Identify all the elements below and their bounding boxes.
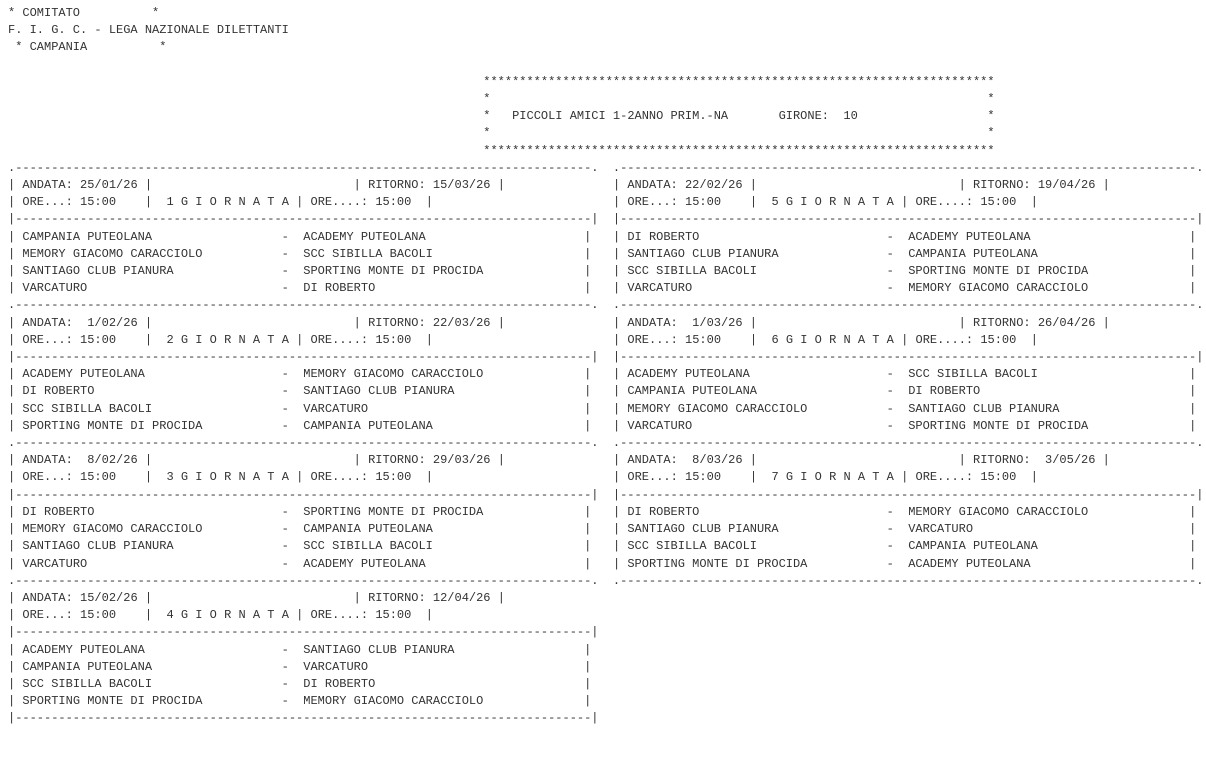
away-team: CAMPANIA PUTEOLANA (303, 418, 585, 433)
away-team: SANTIAGO CLUB PIANURA (303, 642, 585, 657)
ore-andata: 15:00 (80, 195, 117, 210)
away-team: VARCATURO (908, 522, 1190, 537)
andata-label: ANDATA: (22, 178, 73, 193)
giornata-label: G I O R N A T A (785, 332, 894, 347)
header-line: * CAMPANIA * (8, 40, 167, 55)
ritorno-date: 3/05/26 (1037, 453, 1096, 468)
home-team: CAMPANIA PUTEOLANA (22, 229, 282, 244)
home-team: CAMPANIA PUTEOLANA (22, 659, 282, 674)
ritorno-date: 12/04/26 (432, 590, 491, 605)
home-team: DI ROBERTO (627, 229, 887, 244)
home-team: SPORTING MONTE DI PROCIDA (22, 418, 282, 433)
ore-ritorno: 15:00 (375, 470, 412, 485)
home-team: DI ROBERTO (22, 504, 282, 519)
andata-label: ANDATA: (22, 315, 73, 330)
away-team: SCC SIBILLA BACOLI (303, 246, 585, 261)
ore-label: ORE...: (627, 195, 678, 210)
ritorno-date: 15/03/26 (432, 178, 491, 193)
home-team: ACADEMY PUTEOLANA (627, 367, 887, 382)
ore-ritorno: 15:00 (375, 195, 412, 210)
ore-andata: 15:00 (80, 332, 117, 347)
away-team: VARCATURO (303, 659, 585, 674)
championship-title: PICCOLI AMICI 1-2ANNO PRIM.-NA (512, 109, 729, 124)
ore-label: ORE....: (915, 195, 974, 210)
giornata-label: G I O R N A T A (785, 470, 894, 485)
ore-label: ORE...: (22, 195, 73, 210)
home-team: MEMORY GIACOMO CARACCIOLO (627, 401, 887, 416)
away-team: SPORTING MONTE DI PROCIDA (908, 264, 1190, 279)
away-team: DI ROBERTO (303, 676, 585, 691)
ritorno-date: 26/04/26 (1037, 315, 1096, 330)
ritorno-date: 22/03/26 (432, 315, 491, 330)
ritorno-label: RITORNO: (368, 453, 426, 468)
away-team: SPORTING MONTE DI PROCIDA (908, 418, 1190, 433)
giornata-label: G I O R N A T A (785, 195, 894, 210)
ritorno-label: RITORNO: (368, 590, 426, 605)
ore-label: ORE....: (310, 470, 369, 485)
away-team: ACADEMY PUTEOLANA (303, 229, 585, 244)
home-team: SPORTING MONTE DI PROCIDA (627, 556, 887, 571)
girone-label: GIRONE: (778, 109, 829, 124)
away-team: SCC SIBILLA BACOLI (908, 367, 1190, 382)
home-team: DI ROBERTO (627, 504, 887, 519)
ore-ritorno: 15:00 (980, 195, 1017, 210)
away-team: MEMORY GIACOMO CARACCIOLO (303, 367, 585, 382)
home-team: VARCATURO (22, 556, 282, 571)
away-team: DI ROBERTO (908, 384, 1190, 399)
header-line: * COMITATO * (8, 6, 160, 20)
giornata-number: 1 (166, 195, 174, 210)
andata-label: ANDATA: (627, 315, 678, 330)
away-team: ACADEMY PUTEOLANA (908, 556, 1190, 571)
andata-label: ANDATA: (22, 453, 73, 468)
ore-andata: 15:00 (685, 470, 722, 485)
ore-label: ORE....: (915, 470, 974, 485)
ore-andata: 15:00 (80, 470, 117, 485)
ritorno-label: RITORNO: (973, 178, 1031, 193)
home-team: DI ROBERTO (22, 384, 282, 399)
header-line: F. I. G. C. - LEGA NAZIONALE DILETTANTI (8, 23, 289, 38)
giornata-number: 3 (166, 470, 174, 485)
ritorno-date: 19/04/26 (1037, 178, 1096, 193)
giornata-number: 6 (771, 332, 779, 347)
giornata-label: G I O R N A T A (180, 470, 289, 485)
andata-date: 8/03/26 (684, 453, 743, 468)
ore-ritorno: 15:00 (375, 332, 412, 347)
ore-label: ORE....: (310, 332, 369, 347)
ritorno-date: 29/03/26 (432, 453, 491, 468)
ritorno-label: RITORNO: (973, 315, 1031, 330)
ore-label: ORE...: (22, 470, 73, 485)
home-team: CAMPANIA PUTEOLANA (627, 384, 887, 399)
away-team: CAMPANIA PUTEOLANA (908, 246, 1190, 261)
away-team: DI ROBERTO (303, 281, 585, 296)
home-team: SANTIAGO CLUB PIANURA (22, 264, 282, 279)
giornata-number: 7 (771, 470, 779, 485)
home-team: SCC SIBILLA BACOLI (22, 401, 282, 416)
ore-label: ORE...: (627, 332, 678, 347)
ore-andata: 15:00 (685, 332, 722, 347)
away-team: MEMORY GIACOMO CARACCIOLO (908, 504, 1190, 519)
andata-date: 15/02/26 (80, 590, 138, 605)
ore-label: ORE...: (22, 332, 73, 347)
ore-ritorno: 15:00 (375, 608, 412, 623)
calendar-page (8, 5, 1203, 728)
home-team: SANTIAGO CLUB PIANURA (22, 539, 282, 554)
girone-banner: *********************************************************************** * * * PICCOLI AMICI 1-2ANNO PRIM.-NA GIRONE: 10 * * * *********************************************************************** (483, 74, 995, 158)
ore-label: ORE....: (915, 332, 974, 347)
home-team: VARCATURO (627, 281, 887, 296)
ore-label: ORE...: (22, 608, 73, 623)
schedule-grid: .--------------------------------------------------------------------------------. .--------------------------------------------------------------------------------. | ANDATA: 25/01/26 | | RITORNO: 15/03/26 | | ANDATA: 22/02/26 | | RITORNO: 19/04/26 | | ORE...: 15:00 | 1 G I O R N A T A | ORE....: 15:00 | | ORE...: 15:00 | 5 G I O R N A T A | ORE....: 15:00 | |--------------------------------------------------------------------------------| |--------------------------------------------------------------------------------| | CAMPANIA PUTEOLANA - ACADEMY PUTEOLANA | | DI ROBERTO - ACADEMY PUTEOLANA | | MEMORY GIACOMO CARACCIOLO - SCC SIBILLA BACOLI | | SANTIAGO CLUB PIANURA - CAMPANIA PUTEOLANA | | SANTIAGO CLUB PIANURA - SPORTING MONTE DI PROCIDA | | SCC SIBILLA BACOLI - SPORTING MONTE DI PROCIDA | | VARCATURO - DI ROBERTO | | VARCATURO - MEMORY GIACOMO CARACCIOLO | .--------------------------------------------------------------------------------. .--------------------------------------------------------------------------------. | ANDATA: 1/02/26 | | RITORNO: 22/03/26 | | ANDATA: 1/03/26 | | RITORNO: 26/04/26 | | ORE...: 15:00 | 2 G I O R N A T A | ORE....: 15:00 | | ORE...: 15:00 | 6 G I O R N A T A | ORE....: 15:00 | |--------------------------------------------------------------------------------| |--------------------------------------------------------------------------------| | ACADEMY PUTEOLANA - MEMORY GIACOMO CARACCIOLO | | ACADEMY PUTEOLANA - SCC SIBILLA BACOLI | | DI ROBERTO - SANTIAGO CLUB PIANURA | | CAMPANIA PUTEOLANA - DI ROBERTO | | SCC SIBILLA BACOLI - VARCATURO | | MEMORY GIACOMO CARACCIOLO - SANTIAGO CLUB PIANURA | | SPORTING MONTE DI PROCIDA - CAMPANIA PUTEOLANA | | VARCATURO - SPORTING MONTE DI PROCIDA | .--------------------------------------------------------------------------------. .--------------------------------------------------------------------------------. | ANDATA: 8/02/26 | | RITORNO: 29/03/26 | | ANDATA: 8/03/26 | | RITORNO: 3/05/26 | | ORE...: 15:00 | 3 G I O R N A T A | ORE....: 15:00 | | ORE...: 15:00 | 7 G I O R N A T A | ORE....: 15:00 | |--------------------------------------------------------------------------------| |--------------------------------------------------------------------------------| | DI ROBERTO - SPORTING MONTE DI PROCIDA | | DI ROBERTO - MEMORY GIACOMO CARACCIOLO | | MEMORY GIACOMO CARACCIOLO - CAMPANIA PUTEOLANA | | SANTIAGO CLUB PIANURA - VARCATURO | | SANTIAGO CLUB PIANURA - SCC SIBILLA BACOLI | | SCC SIBILLA BACOLI - CAMPANIA PUTEOLANA | | VARCATURO - ACADEMY PUTEOLANA | | SPORTING MONTE DI PROCIDA - ACADEMY PUTEOLANA | .--------------------------------------------------------------------------------. .--------------------------------------------------------------------------------. | ANDATA: 15/02/26 | | RITORNO: 12/04/26 | | ORE...: 15:00 | 4 G I O R N A T A | ORE....: 15:00 | |--------------------------------------------------------------------------------| | ACADEMY PUTEOLANA - SANTIAGO CLUB PIANURA | | CAMPANIA PUTEOLANA - VARCATURO | | SCC SIBILLA BACOLI - DI ROBERTO | | SPORTING MONTE DI PROCIDA - MEMORY GIACOMO CARACCIOLO | |--------------------------------------------------------------------------------| (8, 160, 1204, 726)
home-team: VARCATURO (22, 281, 282, 296)
home-team: VARCATURO (627, 418, 887, 433)
ore-ritorno: 15:00 (980, 332, 1017, 347)
andata-label: ANDATA: (627, 453, 678, 468)
giornata-number: 4 (166, 608, 174, 623)
home-team: SCC SIBILLA BACOLI (22, 676, 282, 691)
home-team: ACADEMY PUTEOLANA (22, 642, 282, 657)
home-team: ACADEMY PUTEOLANA (22, 367, 282, 382)
away-team: SANTIAGO CLUB PIANURA (303, 384, 585, 399)
away-team: CAMPANIA PUTEOLANA (908, 539, 1190, 554)
ore-label: ORE....: (310, 195, 369, 210)
andata-label: ANDATA: (627, 178, 678, 193)
away-team: ACADEMY PUTEOLANA (303, 556, 585, 571)
federation-header (8, 5, 1203, 57)
ore-label: ORE....: (310, 608, 369, 623)
andata-date: 1/02/26 (80, 315, 138, 330)
ritorno-label: RITORNO: (973, 453, 1031, 468)
ore-andata: 15:00 (80, 608, 117, 623)
ritorno-label: RITORNO: (368, 315, 426, 330)
giornata-label: G I O R N A T A (180, 332, 289, 347)
ritorno-label: RITORNO: (368, 178, 426, 193)
giornata-label: G I O R N A T A (180, 608, 289, 623)
home-team: SCC SIBILLA BACOLI (627, 539, 887, 554)
home-team: SANTIAGO CLUB PIANURA (627, 522, 887, 537)
away-team: MEMORY GIACOMO CARACCIOLO (908, 281, 1190, 296)
girone-number: 10 (843, 109, 858, 124)
ore-ritorno: 15:00 (980, 470, 1017, 485)
home-team: MEMORY GIACOMO CARACCIOLO (22, 522, 282, 537)
away-team: MEMORY GIACOMO CARACCIOLO (303, 694, 585, 709)
away-team: SPORTING MONTE DI PROCIDA (303, 264, 585, 279)
andata-date: 22/02/26 (684, 178, 743, 193)
home-team: SCC SIBILLA BACOLI (627, 264, 887, 279)
home-team: SANTIAGO CLUB PIANURA (627, 246, 887, 261)
away-team: SCC SIBILLA BACOLI (303, 539, 585, 554)
giornata-number: 2 (166, 332, 174, 347)
away-team: CAMPANIA PUTEOLANA (303, 522, 585, 537)
andata-date: 1/03/26 (684, 315, 743, 330)
away-team: ACADEMY PUTEOLANA (908, 229, 1190, 244)
away-team: SPORTING MONTE DI PROCIDA (303, 504, 585, 519)
andata-label: ANDATA: (22, 590, 73, 605)
home-team: SPORTING MONTE DI PROCIDA (22, 694, 282, 709)
ore-andata: 15:00 (685, 195, 722, 210)
away-team: VARCATURO (303, 401, 585, 416)
giornata-label: G I O R N A T A (180, 195, 289, 210)
ore-label: ORE...: (627, 470, 678, 485)
andata-date: 25/01/26 (80, 178, 138, 193)
giornata-number: 5 (771, 195, 779, 210)
home-team: MEMORY GIACOMO CARACCIOLO (22, 246, 282, 261)
andata-date: 8/02/26 (80, 453, 138, 468)
away-team: SANTIAGO CLUB PIANURA (908, 401, 1190, 416)
